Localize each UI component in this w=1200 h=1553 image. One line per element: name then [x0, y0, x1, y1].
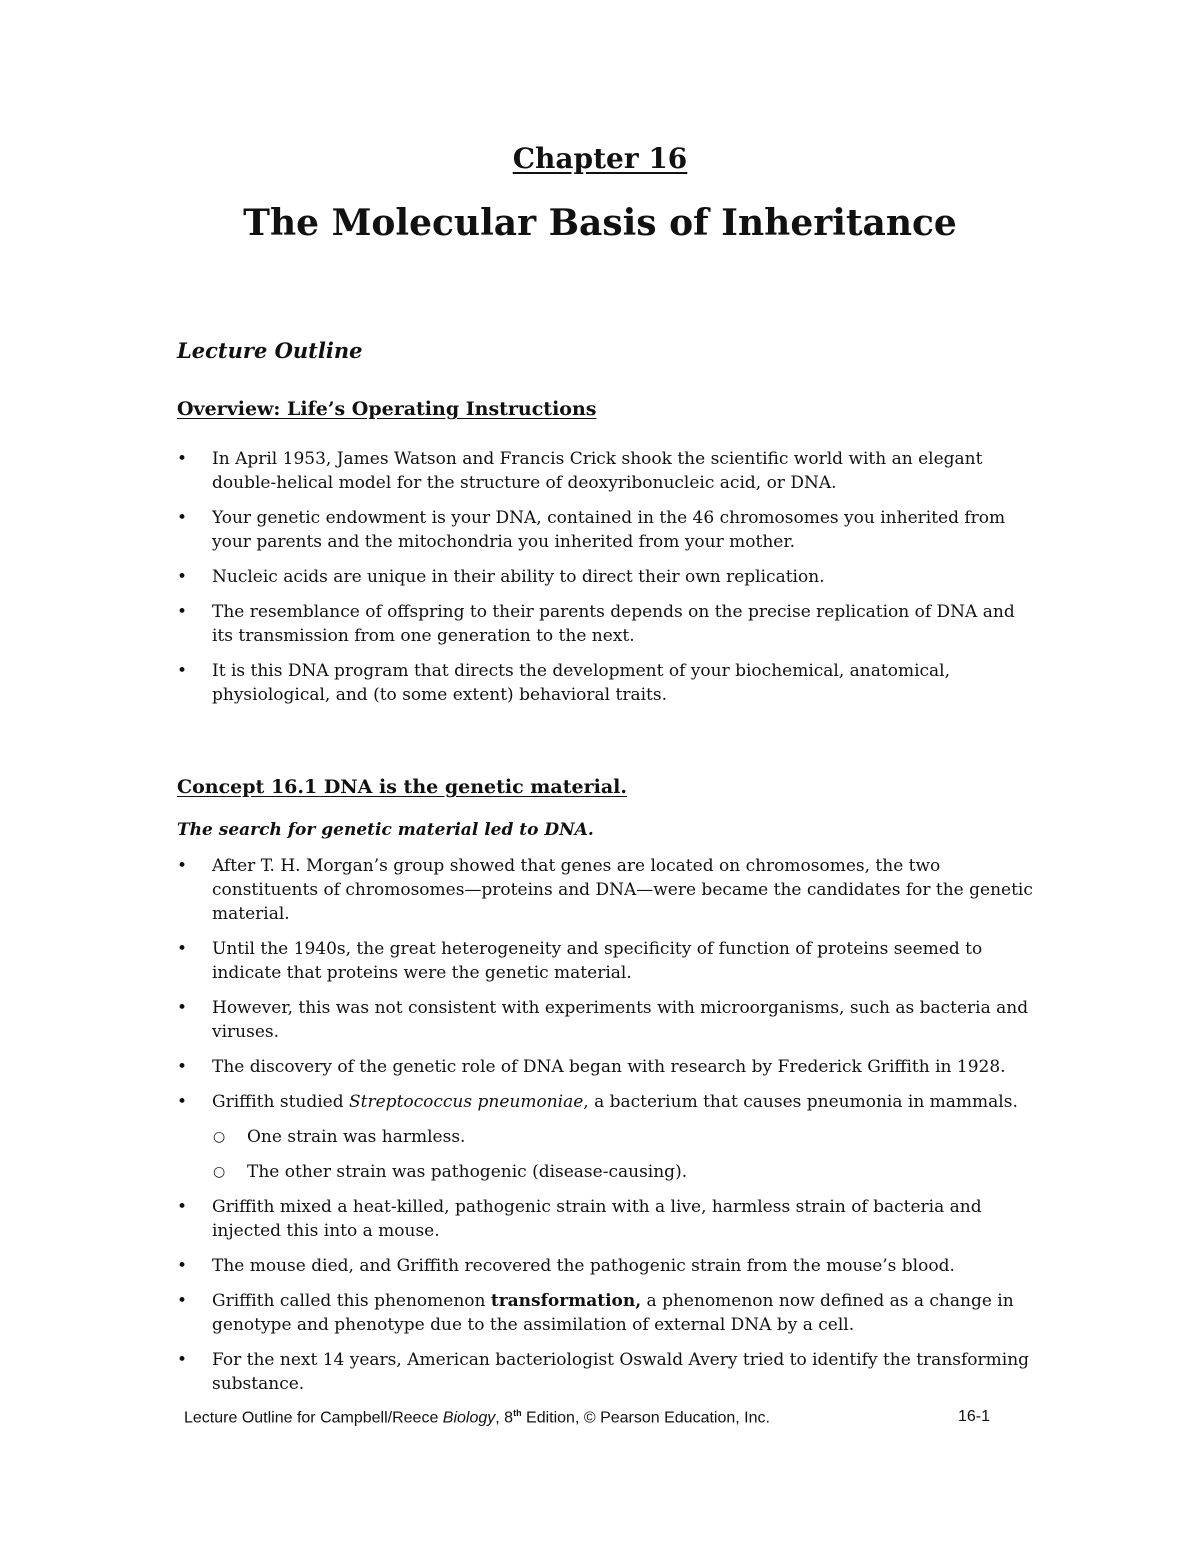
list-item: • In April 1953, James Watson and Francis Crick shook the scientific world with an elegant double-helical model for the structure of deoxyribonucleic acid, or DNA.	[177, 449, 983, 493]
list-item: • Your genetic endowment is your DNA, contained in the 46 chromosomes you inherited from your parents and the mitochondria you inherited from your mother.	[177, 508, 1006, 552]
key-term: transformation,	[490, 1291, 642, 1311]
list-item: • Until the 1940s, the great heterogeneity and specificity of function of proteins seemed to indicate that proteins were the genetic material.	[177, 939, 983, 983]
list-item: • However, this was not consistent with experiments with microorganisms, such as bacteria and viruses.	[177, 998, 1029, 1042]
list-item: • For the next 14 years, American bacteriologist Oswald Avery tried to identify the transforming substance.	[177, 1350, 1030, 1394]
bullet-icon: •	[177, 661, 188, 681]
overview-heading: Overview: Life’s Operating Instructions	[177, 398, 597, 420]
bullet-icon: •	[177, 1350, 188, 1370]
lecture-outline-heading: Lecture Outline	[177, 338, 363, 363]
bullet-icon: •	[177, 856, 188, 876]
list-item: ○ The other strain was pathogenic (disease-causing).	[213, 1162, 688, 1182]
bullet-icon: •	[177, 939, 188, 959]
bullet-icon: •	[177, 998, 188, 1018]
bullet-icon: •	[177, 1092, 188, 1112]
bullet-icon: •	[177, 1057, 188, 1077]
list-item: • Griffith called this phenomenon transformation, a phenomenon now defined as a change in genotype and phenotype due to the assimilation of external DNA by a cell.	[177, 1291, 1014, 1335]
chapter-title: The Molecular Basis of Inheritance	[243, 202, 957, 244]
bullet-icon: •	[177, 602, 188, 622]
bullet-icon: •	[177, 449, 188, 469]
bullet-icon: •	[177, 1256, 188, 1276]
page-number: 16-1	[957, 1408, 990, 1425]
concept-bullet-list	[177, 854, 1037, 1407]
bullet-icon: •	[177, 1291, 188, 1311]
list-item: • Nucleic acids are unique in their ability to direct their own replication.	[177, 567, 825, 587]
list-item: • Griffith mixed a heat-killed, pathogenic strain with a live, harmless strain of bacteria and injected this into a mouse.	[177, 1197, 982, 1241]
sub-bullet-icon: ○	[213, 1164, 226, 1180]
list-item: • The resemblance of offspring to their parents depends on the precise replication of DNA and its transmission from one generation to the next.	[177, 602, 1015, 646]
bullet-icon: •	[177, 508, 188, 528]
bullet-icon: •	[177, 1197, 188, 1217]
sub-bullet-icon: ○	[213, 1129, 226, 1145]
list-item: • Griffith studied Streptococcus pneumoniae, a bacterium that causes pneumonia in mammals.	[177, 1092, 1018, 1112]
species-name: Streptococcus pneumoniae	[349, 1092, 584, 1112]
footer-citation: Lecture Outline for Campbell/Reece Biology, 8th Edition, © Pearson Education, Inc.	[184, 1408, 770, 1427]
list-item: • After T. H. Morgan’s group showed that genes are located on chromosomes, the two constituents of chromosomes—proteins and DNA—were became the candidates for the genetic material.	[177, 856, 1033, 924]
chapter-number: Chapter 16	[512, 142, 688, 175]
bullet-icon: •	[177, 567, 188, 587]
overview-bullet-list	[177, 447, 1037, 718]
concept-subheading: The search for genetic material led to DNA.	[177, 820, 594, 840]
list-item: ○ One strain was harmless.	[213, 1127, 466, 1147]
list-item: • It is this DNA program that directs the development of your biochemical, anatomical, physiological, and (to some extent) behavioral traits.	[177, 661, 950, 705]
list-item: • The mouse died, and Griffith recovered the pathogenic strain from the mouse’s blood.	[177, 1256, 955, 1276]
list-item: • The discovery of the genetic role of DNA began with research by Frederick Griffith in 1928.	[177, 1057, 1006, 1077]
concept-heading: Concept 16.1 DNA is the genetic material.	[177, 776, 627, 798]
